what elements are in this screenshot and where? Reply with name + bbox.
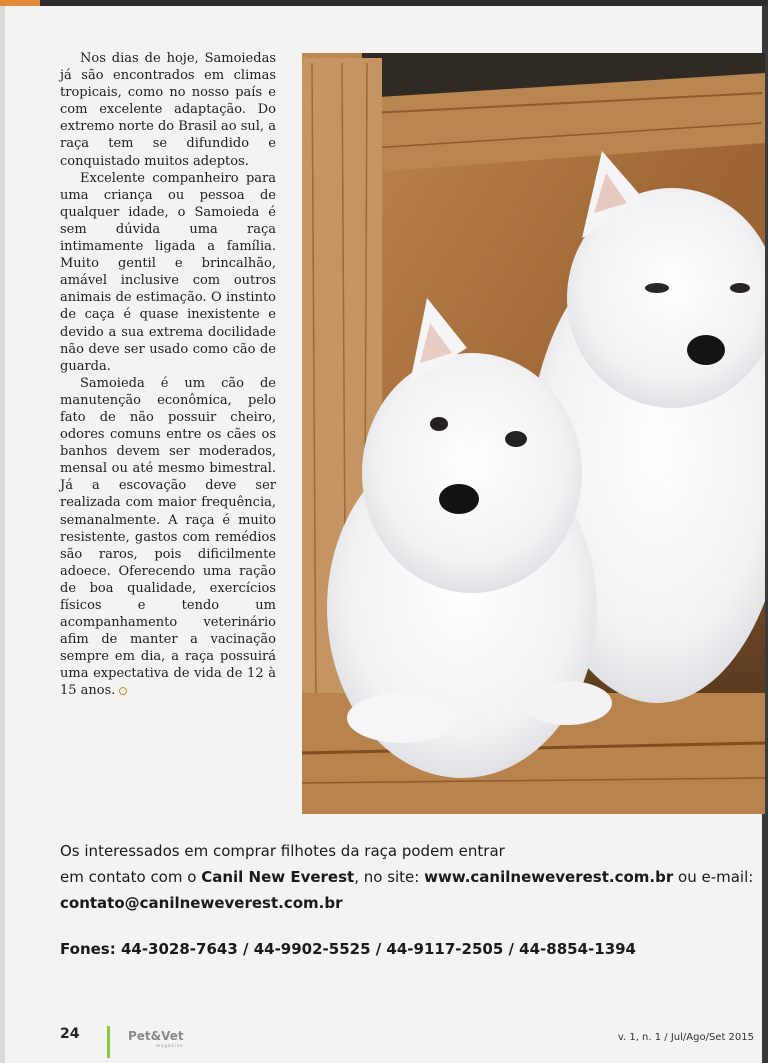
article-paragraph-3-text: Samoieda é um cão de manutenção econômica, pelo fato de não possuir cheiro, odores comuns entre os cães os banhos devem ser moderados, mensal ou até mesmo bimestral. Já a escovação deve ser realizada com maior frequência, semanalmente. A raça é muito resistente, gastos com remédios são raros, pois dificilmente adoece. Oferecendo uma ração de boa qualidade, exercícios físicos e tendo um acompanhamento veterinário afim de manter a vacinação sempre em dia, a raça possuirá uma expectativa de vida de 12 à 15 anos.: [60, 375, 276, 699]
contact-line-2-mid: , no site:: [354, 868, 425, 886]
kennel-email: contato@canilneweverest.com.br: [60, 894, 343, 912]
contact-line-2-suffix: ou e-mail:: [673, 868, 754, 886]
article-paragraph-1: Nos dias de hoje, Samoiedas já são encontrados em climas tropicais, como no nosso país e com excelente adaptação. Do extremo norte do Brasil ao sul, a raça tem se difundido e conquistado muitos adeptos.: [60, 51, 276, 169]
footer-divider: [107, 1026, 110, 1058]
phone-numbers: Fones: 44-3028-7643 / 44-9902-5525 / 44-9117-2505 / 44-8854-1394: [60, 940, 636, 958]
samoyed-puppies-illustration: [302, 53, 765, 814]
issue-info: v. 1, n. 1 / Jul/Ago/Set 2015: [617, 1032, 754, 1043]
contact-line-3: [60, 890, 760, 916]
contact-line-2: [60, 864, 760, 890]
contact-info: [60, 838, 760, 916]
page-left-edge: [0, 6, 5, 1063]
contact-line-2-prefix: em contato com o: [60, 868, 202, 886]
article-paragraph-2: Excelente companheiro para uma criança ou pessoa de qualquer idade, o Samoieda é sem dúvida uma raça intimamente ligada a família. Muito gentil e brincalhão, amável inclusive com outros animais de estimação. O instinto de caça é quase inexistente e devido a sua extrema docilidade não deve ser usado como cão de guarda.: [60, 170, 276, 374]
page-number: 24: [60, 1026, 80, 1042]
end-of-article-icon: [119, 687, 127, 695]
magazine-logo: [128, 1029, 184, 1048]
article-column: [60, 50, 276, 700]
magazine-logo-text: Pet&Vet: [128, 1029, 184, 1043]
magazine-logo-sub: magazine: [156, 1043, 184, 1048]
article-paragraph-3: [60, 375, 276, 700]
contact-line-1: Os interessados em comprar filhotes da raça podem entrar: [60, 842, 505, 860]
page-top-strip: [0, 0, 768, 6]
samoyed-puppies-photo: [302, 53, 765, 814]
kennel-name: Canil New Everest: [201, 868, 355, 886]
page-top-accent: [0, 0, 40, 6]
kennel-website: www.canilneweverest.com.br: [424, 868, 674, 886]
